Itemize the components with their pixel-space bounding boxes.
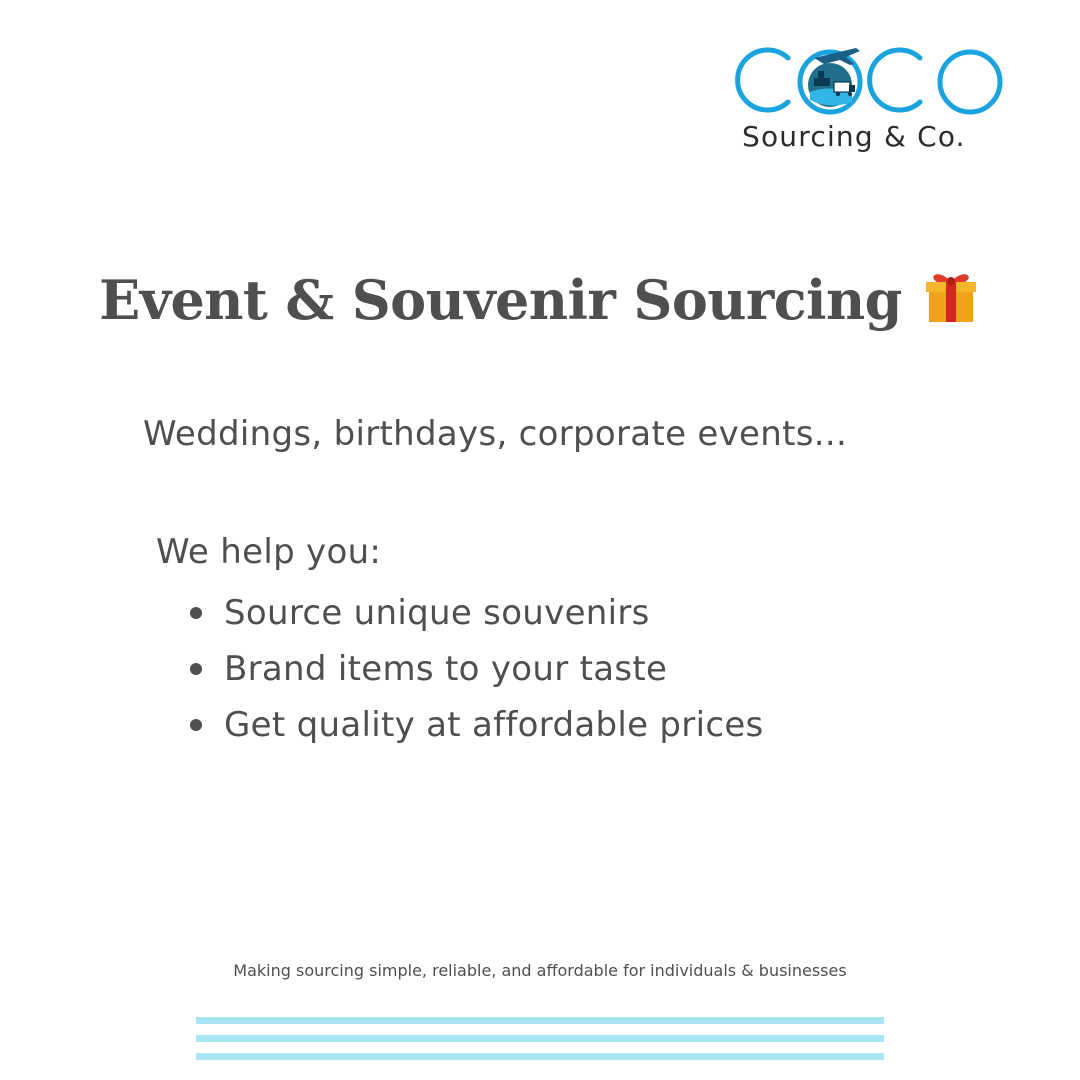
footer-stripe bbox=[196, 1017, 884, 1024]
gift-icon bbox=[921, 266, 981, 326]
help-heading: We help you: bbox=[156, 532, 382, 572]
bullet-icon bbox=[190, 719, 202, 731]
brand-logo bbox=[728, 40, 1008, 164]
brand-tagline: Sourcing & Co. bbox=[742, 120, 966, 153]
footer-stripe bbox=[196, 1035, 884, 1042]
bullet-icon bbox=[190, 607, 202, 619]
wordmark-letter-c-1 bbox=[738, 50, 788, 110]
list-item-label: Brand items to your taste bbox=[224, 649, 668, 689]
list-item bbox=[188, 700, 764, 756]
list-item-label: Get quality at affordable prices bbox=[224, 705, 764, 745]
wordmark-letter-o bbox=[940, 52, 1000, 112]
footer-stripe bbox=[196, 1053, 884, 1060]
globe-transport-icon bbox=[800, 48, 860, 112]
bullet-icon bbox=[190, 663, 202, 675]
list-item bbox=[188, 588, 764, 644]
coco-wordmark bbox=[728, 40, 1008, 120]
wordmark-letter-c-2 bbox=[870, 50, 920, 110]
benefit-list bbox=[188, 588, 764, 756]
page-title-text: Event & Souvenir Sourcing bbox=[99, 268, 902, 332]
footer-tagline: Making sourcing simple, reliable, and affordable for individuals & businesses bbox=[233, 961, 847, 980]
list-item-label: Source unique souvenirs bbox=[224, 593, 650, 633]
page-title bbox=[0, 268, 1080, 332]
intro-text: Weddings, birthdays, corporate events... bbox=[143, 414, 848, 454]
list-item bbox=[188, 644, 764, 700]
